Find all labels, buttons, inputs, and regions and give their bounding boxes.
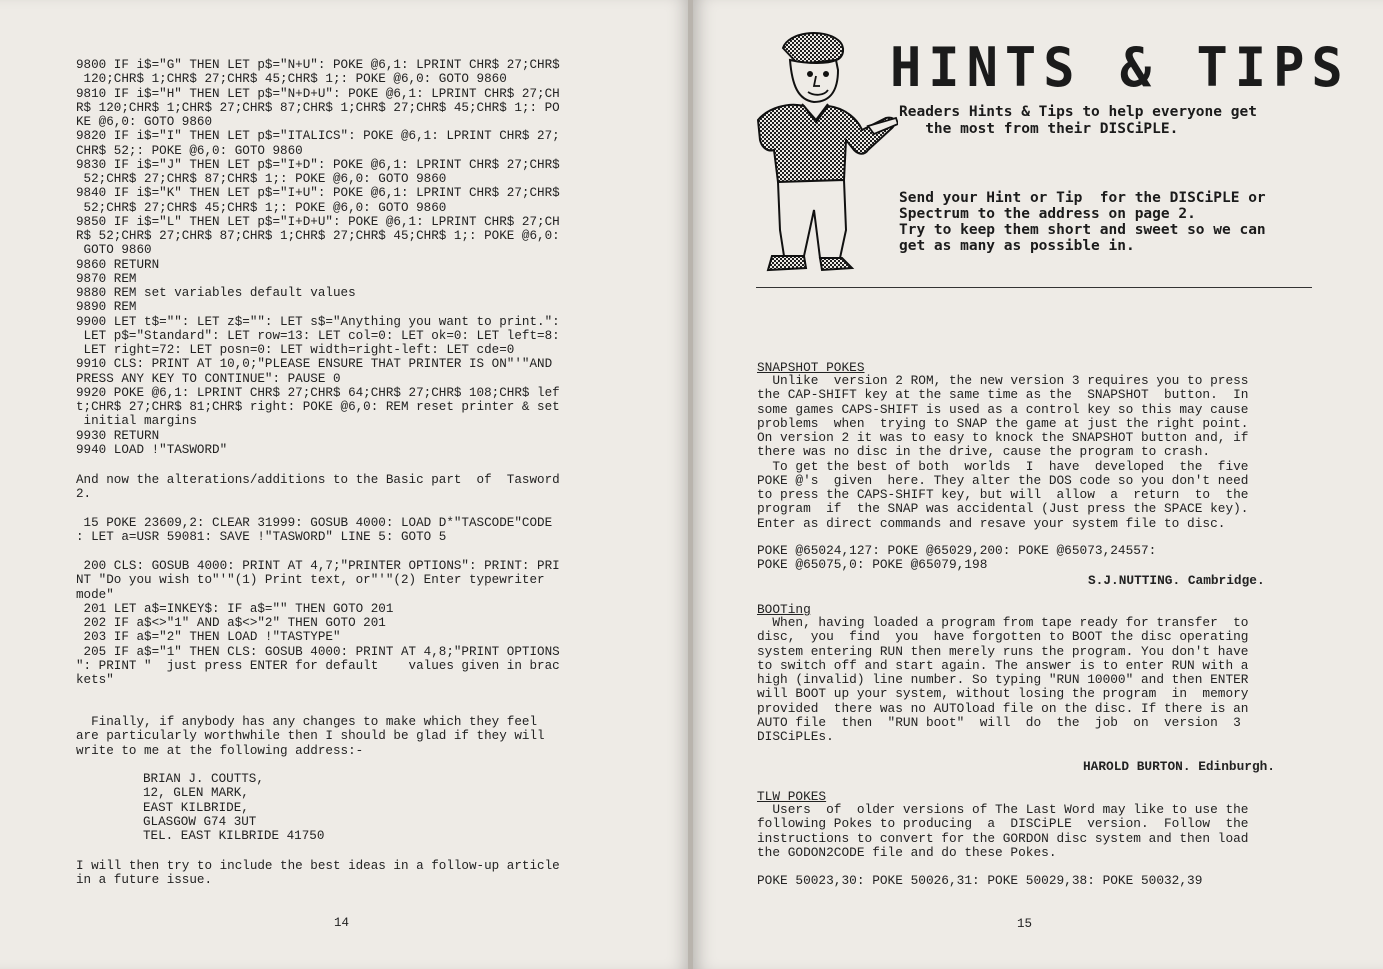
text-line: to press the CAPS-SHIFT key, but will allow a return to the (757, 487, 1249, 502)
text-line: disc, you find you have forgotten to BOOT the disc operating (757, 629, 1249, 645)
code-line: 9870 REM (76, 271, 137, 286)
subtitle-line-2: the most from their DISCiPLE. (899, 121, 1179, 137)
send-line-1: Send your Hint or Tip for the DISCiPLE or (899, 190, 1266, 206)
text-line: are particularly worthwhile then I should be glad if they will (76, 729, 545, 744)
code-line: 201 LET a$=INKEY$: IF a$="" THEN GOTO 201 (76, 601, 394, 616)
code-line: GOTO 9860 (76, 243, 152, 258)
code-line: 9830 IF i$="J" THEN LET p$="I+D": POKE @6,1: LPRINT CHR$ 27;CHR$ (76, 157, 560, 172)
text-line: Users of older versions of The Last Word may like to use the (757, 802, 1249, 817)
send-line-3: Try to keep them short and sweet so we can (899, 222, 1266, 238)
section-heading-booting: BOOTing (757, 602, 811, 617)
tasword-intro (76, 473, 621, 502)
section-title: HINTS & TIPS (890, 36, 1350, 100)
subtitle-line-1: Readers Hints & Tips to help everyone get (899, 104, 1257, 120)
code-line: initial margins (76, 414, 197, 429)
text-line: Unlike version 2 ROM, the new version 3 requires you to press (757, 373, 1249, 388)
page-number: 15 (1017, 917, 1033, 931)
basic-line-15 (76, 516, 621, 545)
section-heading-tlw: TLW POKES (757, 789, 827, 804)
text-line: 2. (76, 487, 92, 502)
page-number: 14 (334, 916, 350, 930)
text-line: in a future issue. (76, 873, 213, 888)
code-line: 205 IF a$="1" THEN CLS: GOSUB 4000: PRINT AT 4,8;"PRINT OPTIONS (76, 644, 560, 659)
poke-line: POKE @65024,127: POKE @65029,200: POKE @65073,24557: (757, 543, 1157, 558)
text-line: provided there was no AUTOload file on the disc. If there is an (757, 700, 1249, 716)
signature-burton: HAROLD BURTON. Edinburgh. (1083, 759, 1275, 774)
left-page (0, 0, 690, 969)
pointing-man-illustration (728, 30, 898, 295)
code-line: 52;CHR$ 27;CHR$ 87;CHR$ 1;: POKE @6,0: GOTO 9860 (76, 172, 447, 186)
code-line: ": PRINT " just press ENTER for default values given in brac (76, 658, 560, 673)
address-line: GLASGOW G74 3UT (143, 814, 257, 829)
tlw-pokes (757, 874, 1289, 888)
code-line: 9930 RETURN (76, 428, 160, 443)
address-line: BRIAN J. COUTTS, (143, 772, 264, 786)
address-line: TEL. EAST KILBRIDE 41750 (143, 829, 325, 843)
poke-line: POKE 50023,30: POKE 50026,31: POKE 50029,38: POKE 50032,39 (757, 873, 1203, 888)
text-line: high (invalid) line number. So typing "RUN 10000" and then ENTER (757, 672, 1249, 687)
text-line: AUTO file then "RUN boot" will do the job on version 3 (757, 714, 1241, 730)
code-line: LET p$="Standard": LET row=13: LET col=0: LET ok=0: LET left=8: (76, 328, 560, 343)
text-line: will BOOT up your system, without losing the program in memory (757, 686, 1249, 702)
text-line: following Pokes to producing a DISCiPLE version. Follow the (757, 816, 1249, 832)
address-line: EAST KILBRIDE, (143, 800, 249, 815)
closing-paragraph (76, 715, 621, 758)
text-line: program if the SNAP was accidental (Just press the SPACE key). (757, 501, 1249, 517)
text-line: Finally, if anybody has any changes to make which they feel (76, 715, 538, 729)
code-line: CHR$ 52;: POKE @6,0: GOTO 9860 (76, 143, 303, 158)
code-line: 202 IF a$<>"1" AND a$<>"2" THEN GOTO 201 (76, 616, 386, 630)
text-line: Enter as direct commands and resave your system file to disc. (757, 515, 1226, 531)
text-line: POKE @'s given here. They alter the DOS code so you don't need (757, 472, 1249, 488)
booting-body (757, 616, 1289, 744)
basic-lines-200-205 (76, 559, 621, 687)
section-heading-snapshot: SNAPSHOT POKES (757, 360, 865, 375)
snapshot-pokes (757, 544, 1289, 573)
code-line: 9850 IF i$="L" THEN LET p$="I+D+U": POKE @6,1: LPRINT CHR$ 27;CH (76, 214, 560, 229)
text-line: When, having loaded a program from tape ready for transfer to (757, 615, 1249, 630)
code-line: t;CHR$ 27;CHR$ 81;CHR$ right: POKE @6,0: REM reset printer & set (76, 400, 560, 414)
signature-nutting: S.J.NUTTING. Cambridge. (1088, 573, 1265, 588)
text-line: there was no disc in the drive, cause the program to crash. (757, 444, 1211, 460)
text-line: some games CAPS-SHIFT is used as a control key so this may cause (757, 401, 1249, 417)
code-line: R$ 120;CHR$ 1;CHR$ 27;CHR$ 87;CHR$ 1;CHR$ 27;CHR$ 45;CHR$ 1;: PO (76, 100, 560, 115)
header-divider (756, 287, 1312, 288)
code-line: 9800 IF i$="G" THEN LET p$="N+U": POKE @6,1: LPRINT CHR$ 27;CHR$ (76, 58, 560, 72)
code-line: mode" (76, 587, 114, 602)
code-line: : LET a=USR 59081: SAVE !"TASWORD" LINE 5: GOTO 5 (76, 530, 447, 545)
basic-listing (76, 58, 621, 457)
code-line: 200 CLS: GOSUB 4000: PRINT AT 4,7;"PRINTER OPTIONS": PRINT: PRI (76, 559, 560, 573)
code-line: PRESS ANY KEY TO CONTINUE": PAUSE 0 (76, 371, 341, 386)
code-line: 9820 IF i$="I" THEN LET p$="ITALICS": POKE @6,1: LPRINT CHR$ 27; (76, 129, 560, 144)
code-line: 9840 IF i$="K" THEN LET p$="I+U": POKE @6,1: LPRINT CHR$ 27;CHR$ (76, 186, 560, 201)
code-line: 15 POKE 23609,2: CLEAR 31999: GOSUB 4000: LOAD D*"TASCODE"CODE (76, 516, 553, 530)
code-line: 9900 LET t$="": LET z$="": LET s$="Anything you want to print.": (76, 314, 560, 329)
code-line: 203 IF a$="2" THEN LOAD !"TASTYPE" (76, 630, 341, 645)
snapshot-body (757, 374, 1289, 531)
code-line: 120;CHR$ 1;CHR$ 27;CHR$ 45;CHR$ 1;: POKE @6,0: GOTO 9860 (76, 72, 507, 87)
code-line: 9920 POKE @6,1: LPRINT CHR$ 27;CHR$ 64;CHR$ 27;CHR$ 108;CHR$ lef (76, 385, 560, 400)
code-line: 9890 REM (76, 300, 137, 315)
text-line: to switch off and start again. The answer is to enter RUN with a (757, 657, 1249, 673)
text-line: DISCiPLEs. (757, 729, 834, 744)
text-line: instructions to convert for the GORDON disc system and then load (757, 830, 1249, 846)
text-line: the GODON2CODE file and do these Pokes. (757, 844, 1057, 860)
text-line: To get the best of both worlds I have developed the five (757, 458, 1249, 474)
send-line-2: Spectrum to the address on page 2. (899, 206, 1196, 222)
tlw-body (757, 803, 1289, 860)
text-line: write to me at the following address:- (76, 743, 364, 758)
code-line: 9860 RETURN (76, 257, 160, 272)
author-address (143, 772, 324, 843)
text-line: On version 2 it was to easy to knock the SNAPSHOT button and, if (757, 430, 1249, 445)
code-line: LET right=72: LET posn=0: LET width=right-left: LET cde=0 (76, 343, 515, 357)
text-line: And now the alterations/additions to the Basic part of Tasword (76, 473, 560, 487)
text-line: the CAP-SHIFT key at the same time as the SNAPSHOT button. In (757, 387, 1249, 403)
final-paragraph (76, 859, 621, 888)
code-line: 52;CHR$ 27;CHR$ 45;CHR$ 1;: POKE @6,0: GOTO 9860 (76, 200, 447, 215)
poke-line: POKE @65075,0: POKE @65079,198 (757, 557, 988, 573)
code-line: NT "Do you wish to"'"(1) Print text, or"'"(2) Enter typewriter (76, 573, 545, 588)
code-line: KE @6,0: GOTO 9860 (76, 115, 213, 129)
code-line: 9880 REM set variables default values (76, 286, 356, 300)
code-line: kets" (76, 673, 114, 687)
text-line: I will then try to include the best ideas in a follow-up article (76, 859, 560, 873)
text-line: system entering RUN then merely runs the program. You don't have (757, 643, 1249, 659)
send-line-4: get as many as possible in. (899, 238, 1135, 254)
code-line: 9810 IF i$="H" THEN LET p$="N+D+U": POKE @6,1: LPRINT CHR$ 27;CH (76, 86, 560, 101)
code-line: R$ 52;CHR$ 27;CHR$ 87;CHR$ 1;CHR$ 27;CHR$ 45;CHR$ 1;: POKE @6,0: (76, 229, 560, 243)
code-line: 9910 CLS: PRINT AT 10,0;"PLEASE ENSURE THAT PRINTER IS ON"'"AND (76, 357, 553, 372)
text-line: problems when trying to SNAP the game at just the right point. (757, 415, 1249, 431)
address-line: 12, GLEN MARK, (143, 786, 249, 801)
code-line: 9940 LOAD !"TASWORD" (76, 442, 228, 457)
